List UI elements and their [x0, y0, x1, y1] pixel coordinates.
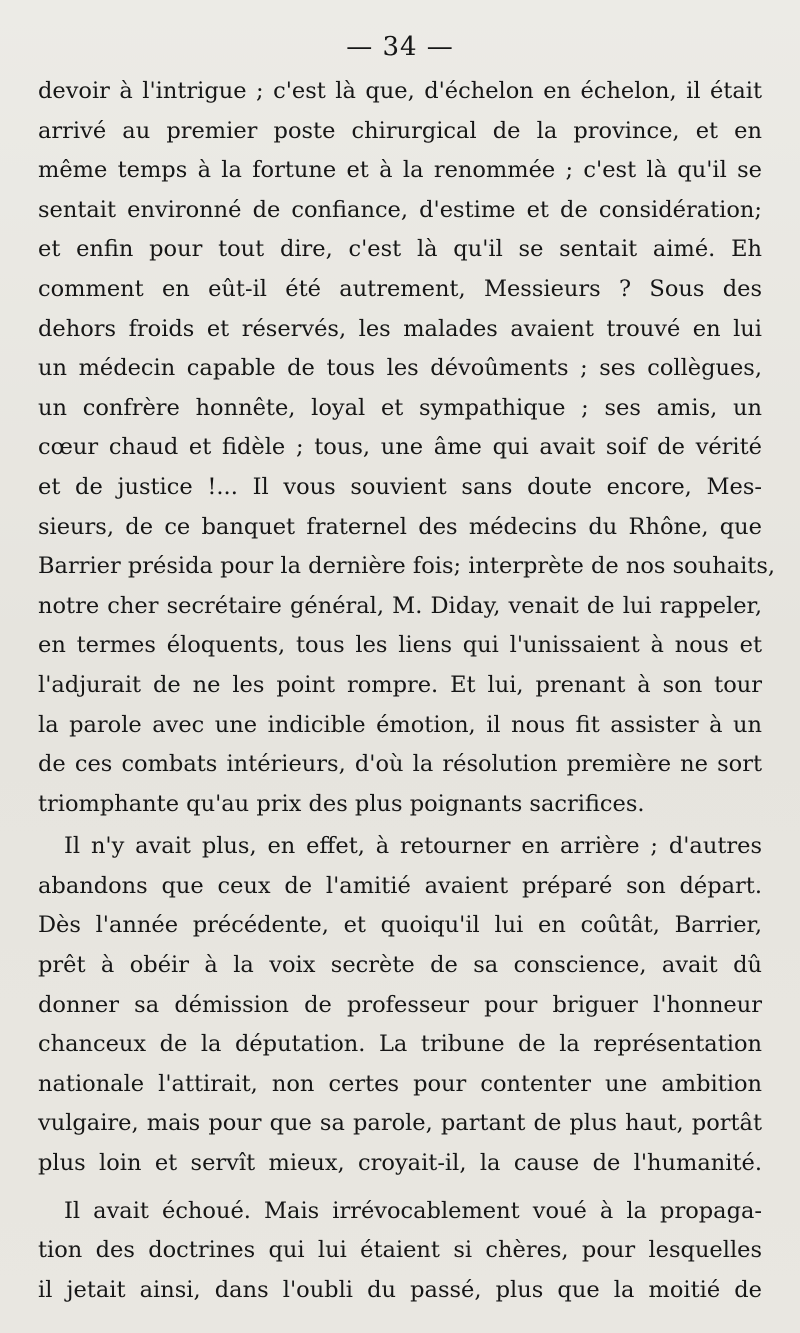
- text-line: la parole avec une indicible émotion, il nous fit assister à un: [38, 711, 762, 738]
- text-line: et de justice !... Il vous souvient sans doute encore, Mes-: [38, 473, 762, 500]
- text-line: tion des doctrines qui lui étaient si chères, pour lesquelles: [38, 1237, 762, 1264]
- text-line: Dès l'année précédente, et quoiqu'il lui en coûtât, Barrier,: [38, 912, 762, 939]
- text-line: dehors froids et réservés, les malades avaient trouvé en lui: [38, 315, 762, 342]
- text-line: abandons que ceux de l'amitié avaient préparé son départ.: [38, 872, 762, 899]
- text-line: l'adjurait de ne les point rompre. Et lui, prenant à son tour: [38, 671, 762, 698]
- text-line: prêt à obéir à la voix secrète de sa conscience, avait dû: [38, 952, 762, 979]
- page-number: — 34 —: [346, 32, 454, 62]
- text-line: même temps à la fortune et à la renommée ; c'est là qu'il se: [38, 157, 762, 184]
- text-line: Il n'y avait plus, en effet, à retourner en arrière ; d'autres: [64, 833, 762, 860]
- text-line: chanceux de la députation. La tribune de la représentation: [38, 1031, 762, 1058]
- text-line: cœur chaud et fidèle ; tous, une âme qui avait soif de vérité: [38, 434, 762, 461]
- text-line: donner sa démission de professeur pour briguer l'honneur: [38, 991, 762, 1018]
- text-line: arrivé au premier poste chirurgical de la province, et en: [38, 117, 762, 144]
- body-text: [38, 72, 776, 1310]
- paragraph-1: [38, 72, 776, 824]
- paragraph-3: [38, 1192, 762, 1311]
- text-line: sieurs, de ce banquet fraternel des médecins du Rhône, que: [38, 513, 762, 540]
- text-line: plus loin et servît mieux, croyait-il, la cause de l'humanité.: [38, 1150, 762, 1177]
- text-line: comment en eût-il été autrement, Messieurs ? Sous des: [38, 275, 762, 302]
- text-line: Barrier présida pour la dernière fois; interprète de nos souhaits,: [38, 553, 776, 580]
- text-line: un médecin capable de tous les dévoûments ; ses collègues,: [38, 355, 762, 382]
- text-line: sentait environné de confiance, d'estime et de considération;: [38, 196, 762, 223]
- text-line: en termes éloquents, tous les liens qui l'unissaient à nous et: [38, 632, 762, 659]
- text-line: un confrère honnête, loyal et sympathique ; ses amis, un: [38, 394, 762, 421]
- text-line: Il avait échoué. Mais irrévocablement voué à la propaga-: [64, 1197, 762, 1224]
- text-line: nationale l'attirait, non certes pour contenter une ambition: [38, 1070, 762, 1097]
- text-line: de ces combats intérieurs, d'où la résolution première ne sort: [38, 751, 762, 778]
- text-line: et enfin pour tout dire, c'est là qu'il se sentait aimé. Eh: [38, 236, 762, 263]
- paragraph-2: [38, 827, 762, 1183]
- text-line: triomphante qu'au prix des plus poignants sacrifices.: [38, 790, 645, 817]
- text-line: il jetait ainsi, dans l'oubli du passé, plus que la moitié de: [38, 1276, 762, 1303]
- text-line: notre cher secrétaire général, M. Diday, venait de lui rappeler,: [38, 592, 762, 619]
- text-line: vulgaire, mais pour que sa parole, partant de plus haut, portât: [38, 1110, 762, 1137]
- text-line: devoir à l'intrigue ; c'est là que, d'échelon en échelon, il était: [38, 78, 762, 104]
